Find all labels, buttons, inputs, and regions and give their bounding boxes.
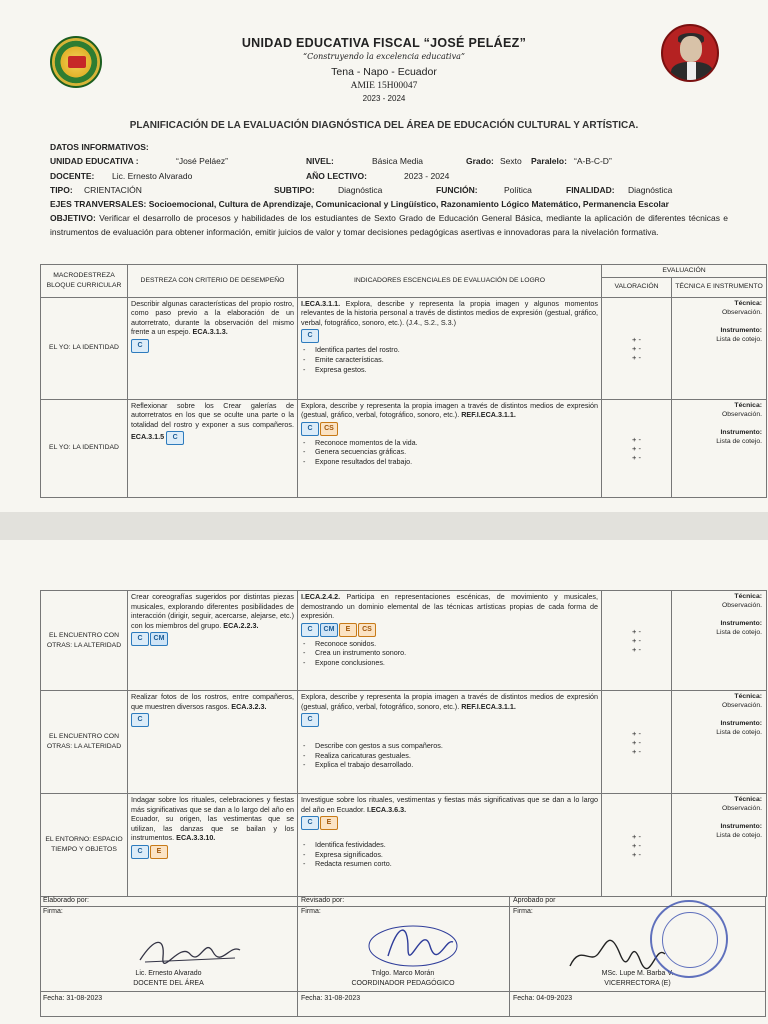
anio-label: AÑO LECTIVO: [306, 171, 367, 181]
macro-cell: EL ENCUENTRO CON OTRAS: LA ALTERIDAD [41, 591, 128, 691]
aprobado-role: VICERRECTORA (E) [604, 980, 671, 987]
school-year: 2023 - 2024 [362, 94, 406, 103]
destreza-cell: Reflexionar sobre los Crear galerías de autorretratos en los que se oculte una parte o la totalidad del rostro y exponer a sus compañeros. ECA.3.1.5 C [128, 399, 298, 497]
list-item: - Genera secuencias gráficas. [317, 447, 598, 457]
finalidad-value: Diagnóstica [628, 185, 673, 195]
elaborado-name: Lic. Ernesto Alvarado [135, 970, 202, 977]
destreza-cell: Describir algunas características del propio rostro, como paso previo a la elaboración de un autorretrato, durante la observación del mismo frente a un espejo. ECA.3.1.3. C [128, 297, 298, 399]
tipo-label: TIPO: [50, 185, 73, 195]
macro-cell: EL ENTORNO: ESPACIO TIEMPO Y OBJETOS [41, 794, 128, 897]
tecnica-cell: Técnica: Observación. Instrumento: Lista de cotejo. [672, 399, 767, 497]
amie-code: AMIE 15H00047 [350, 81, 418, 91]
nivel-value: Básica Media [372, 156, 424, 166]
competencia-icon: CS [320, 422, 338, 436]
tecnica-cell: Técnica: Observación. Instrumento: Lista de cotejo. [672, 297, 767, 399]
list-item: - Emite características. [317, 355, 598, 365]
valoracion-cell: + - + - + - [602, 297, 672, 399]
revisado-name: Tnlgo. Marco Morán [371, 970, 435, 977]
competencia-icon: C [131, 845, 149, 859]
competencia-icon: C [301, 329, 319, 343]
competencia-icon: E [339, 623, 357, 637]
header-evaluacion: EVALUACIÓN [602, 265, 767, 278]
school-location: Tena - Napo - Ecuador [331, 66, 437, 78]
finalidad-label: FINALIDAD: [566, 185, 615, 195]
revisado-role: COORDINADOR PEDAGÓGICO [351, 980, 455, 987]
signature-moran [358, 918, 468, 973]
macro-cell: EL YO: LA IDENTIDAD [41, 297, 128, 399]
vicerrectorado-stamp [650, 900, 728, 978]
aprobado-label: Aprobado por [513, 897, 556, 904]
list-item: - Expresa significados. [317, 850, 598, 860]
competencia-icon: C [166, 431, 184, 445]
funcion-value: Política [504, 185, 532, 195]
firma-label: Firma: [301, 908, 321, 915]
competencia-icon: C [301, 713, 319, 727]
evaluation-table-page-1 [40, 264, 767, 498]
list-item: - Explica el trabajo desarrollado. [317, 760, 598, 770]
indicador-cell: I.ECA.2.4.2. Participa en representaciones escénicas, de movimiento y musicales, demostrando un dominio elemental de las técnicas artísticas propias de cada forma de expresión. C CM E CS - Reconoce sonidos. - Crea un instrumento sonoro. - Expone conclusiones. [298, 591, 602, 691]
elaborado-date: Fecha: 31-08-2023 [43, 995, 103, 1002]
logro-list [301, 741, 598, 770]
tecnica-cell: Técnica: Observación. Instrumento: Lista de cotejo. [672, 591, 767, 691]
list-item: - Identifica partes del rostro. [317, 345, 598, 355]
unidad-label: UNIDAD EDUCATIVA : [50, 156, 139, 166]
logro-list [301, 840, 598, 869]
list-item: - Realiza caricaturas gestuales. [317, 751, 598, 761]
document-title: PLANIFICACIÓN DE LA EVALUACIÓN DIAGNÓSTICA DEL ÁREA DE EDUCACIÓN CULTURAL Y ARTÍSTICA. [129, 120, 639, 131]
page-gap [0, 512, 768, 540]
table-row [41, 297, 767, 399]
grado-label: Grado: [466, 156, 494, 166]
indicador-cell: Investigue sobre los rituales, vestimentas y fiestas más significativas que se dan a lo largo del año en Ecuador. I.ECA.3.6.3. C E - Identifica festividades. - Expresa significados. - Redacta resumen corto. [298, 794, 602, 897]
list-item: - Reconoce sonidos. [317, 639, 598, 649]
info-section-label: DATOS INFORMATIVOS: [50, 142, 149, 152]
logro-list [301, 639, 598, 668]
school-name: UNIDAD EDUCATIVA FISCAL “JOSÉ PELÁEZ” [241, 36, 527, 50]
table-row [41, 591, 767, 691]
indicador-cell: I.ECA.3.1.1. Explora, describe y representa la propia imagen y algunos momentos relevantes de la historia personal a través de distintos medios de expresión (gestual, gráfico, verbal, fotográfico, sonoro, etc.). (J.4., S.2., S.3.) C - Identifica partes del rostro. - Emite características. - Expresa gestos. [298, 297, 602, 399]
list-item: - Reconoce momentos de la vida. [317, 438, 598, 448]
destreza-cell: Indagar sobre los rituales, celebraciones y fiestas más significativas que se dan a lo largo del año en Ecuador, su origen, las vestimentas que se utilizan, las danzas que se bailan y los instrumentos. ECA.3.3.10. C E [128, 794, 298, 897]
indicador-cell: Explora, describe y representa la propia imagen a través de distintos medios de expresión (gestual, gráfico, verbal, fotográfico, sonoro, etc.). REF.I.ECA.3.1.1. C CS - Reconoce momentos de la vida. - Genera secuencias gráficas. - Expone resultados del trabajo. [298, 399, 602, 497]
aprobado-date: Fecha: 04-09-2023 [513, 995, 573, 1002]
competencia-icon: E [320, 816, 338, 830]
nivel-label: NIVEL: [306, 156, 334, 166]
competencia-icon: C [131, 632, 149, 646]
table-row [41, 794, 767, 897]
valoracion-cell: + - + - + - [602, 794, 672, 897]
tecnica-cell: Técnica: Observación. Instrumento: Lista de cotejo. [672, 794, 767, 897]
aprobado-name: MSc. Lupe M. Barba V. [601, 970, 674, 977]
paralelo-label: Paralelo: [531, 156, 567, 166]
competencia-icon: C [131, 339, 149, 353]
firma-label: Firma: [513, 908, 533, 915]
list-item: - Expresa gestos. [317, 365, 598, 375]
tecnica-cell: Técnica: Observación. Instrumento: Lista de cotejo. [672, 691, 767, 794]
list-item: - Redacta resumen corto. [317, 859, 598, 869]
evaluation-table-page-2 [40, 590, 767, 897]
header-macrodestreza: MACRODESTREZA BLOQUE CURRICULAR [41, 265, 128, 298]
firma-label: Firma: [43, 908, 63, 915]
tipo-value: CRIENTACIÓN [84, 185, 142, 195]
indicador-cell: Explora, describe y representa la propia imagen a través de distintos medios de expresión (gestual, gráfico, verbal, fotográfico, sonoro, etc.). REF.I.ECA.3.1.1. C - Describe con gestos a sus compañeros. - Realiza caricaturas gestuales. - Explica el trabajo desarrollado. [298, 691, 602, 794]
competencia-icon: E [150, 845, 168, 859]
signature-alvarado [135, 932, 245, 968]
valoracion-cell: + - + - + - [602, 691, 672, 794]
elaborado-role: DOCENTE DEL ÁREA [133, 980, 204, 987]
subtipo-label: SUBTIPO: [274, 185, 315, 195]
logro-list [301, 345, 598, 374]
ejes-transversales: EJES TRANVERSALES: Socioemocional, Cultura de Aprendizaje, Comunicacional y Lingüístico, Razonamiento Lógico Matemático, Permanencia Escolar [50, 199, 669, 209]
header-valoracion: VALORACIÓN [602, 277, 672, 297]
revisado-label: Revisado por: [301, 897, 345, 904]
unidad-value: “José Peláez” [176, 156, 228, 166]
paralelo-value: “A-B-C-D” [574, 156, 612, 166]
docente-value: Lic. Ernesto Alvarado [112, 171, 193, 181]
elaborado-label: Elaborado por: [43, 897, 89, 904]
valoracion-cell: + - + - + - [602, 399, 672, 497]
header-destreza: DESTREZA CON CRITERIO DE DESEMPEÑO [128, 265, 298, 298]
subtipo-value: Diagnóstica [338, 185, 383, 195]
header-indicadores: INDICADORES ESCENCIALES DE EVALUACIÓN DE LOGRO [298, 265, 602, 298]
competencia-icon: C [301, 816, 319, 830]
docente-label: DOCENTE: [50, 171, 95, 181]
macro-cell: EL ENCUENTRO CON OTRAS: LA ALTERIDAD [41, 691, 128, 794]
competencia-icon: CM [150, 632, 168, 646]
logro-list [301, 438, 598, 467]
table-row [41, 399, 767, 497]
header-tecnica: TÉCNICA E INSTRUMENTO [672, 277, 767, 297]
anio-value: 2023 - 2024 [404, 171, 450, 181]
competencia-icon: CM [320, 623, 338, 637]
destreza-cell: Crear coreografías sugeridos por distintas piezas musicales, explorando diferentes posibilidades de interacción (dirigir, seguir, acercarse, alejarse, etc.) con los miembros del grupo. ECA.2.2.3. C CM [128, 591, 298, 691]
table-row [41, 691, 767, 794]
list-item: - Describe con gestos a sus compañeros. [317, 741, 598, 751]
list-item: - Expone resultados del trabajo. [317, 457, 598, 467]
macro-cell: EL YO: LA IDENTIDAD [41, 399, 128, 497]
school-motto: “Construyendo la excelencia educativa” [303, 52, 465, 61]
competencia-icon: C [301, 422, 319, 436]
list-item: - Identifica festividades. [317, 840, 598, 850]
revisado-date: Fecha: 31-08-2023 [301, 995, 361, 1002]
competencia-icon: C [131, 713, 149, 727]
list-item: - Crea un instrumento sonoro. [317, 648, 598, 658]
objetivo: OBJETIVO: Verificar el desarrollo de procesos y habilidades de los estudiantes de Sexto Grado de Educación General Básica, mediante la aplicación de diferentes técnicas e instrumentos de evaluación para obtener información, emitir juicios de valor y tomar decisiones pedagógicas asertivas e innovadoras para la nivelación formativa. [50, 213, 728, 237]
grado-value: Sexto [500, 156, 522, 166]
competencia-icon: CS [358, 623, 376, 637]
destreza-cell: Realizar fotos de los rostros, entre compañeros, que muestren diversos rasgos. ECA.3.2.3. C [128, 691, 298, 794]
valoracion-cell: + - + - + - [602, 591, 672, 691]
competencia-icon: C [301, 623, 319, 637]
funcion-label: FUNCIÓN: [436, 185, 478, 195]
list-item: - Expone conclusiones. [317, 658, 598, 668]
